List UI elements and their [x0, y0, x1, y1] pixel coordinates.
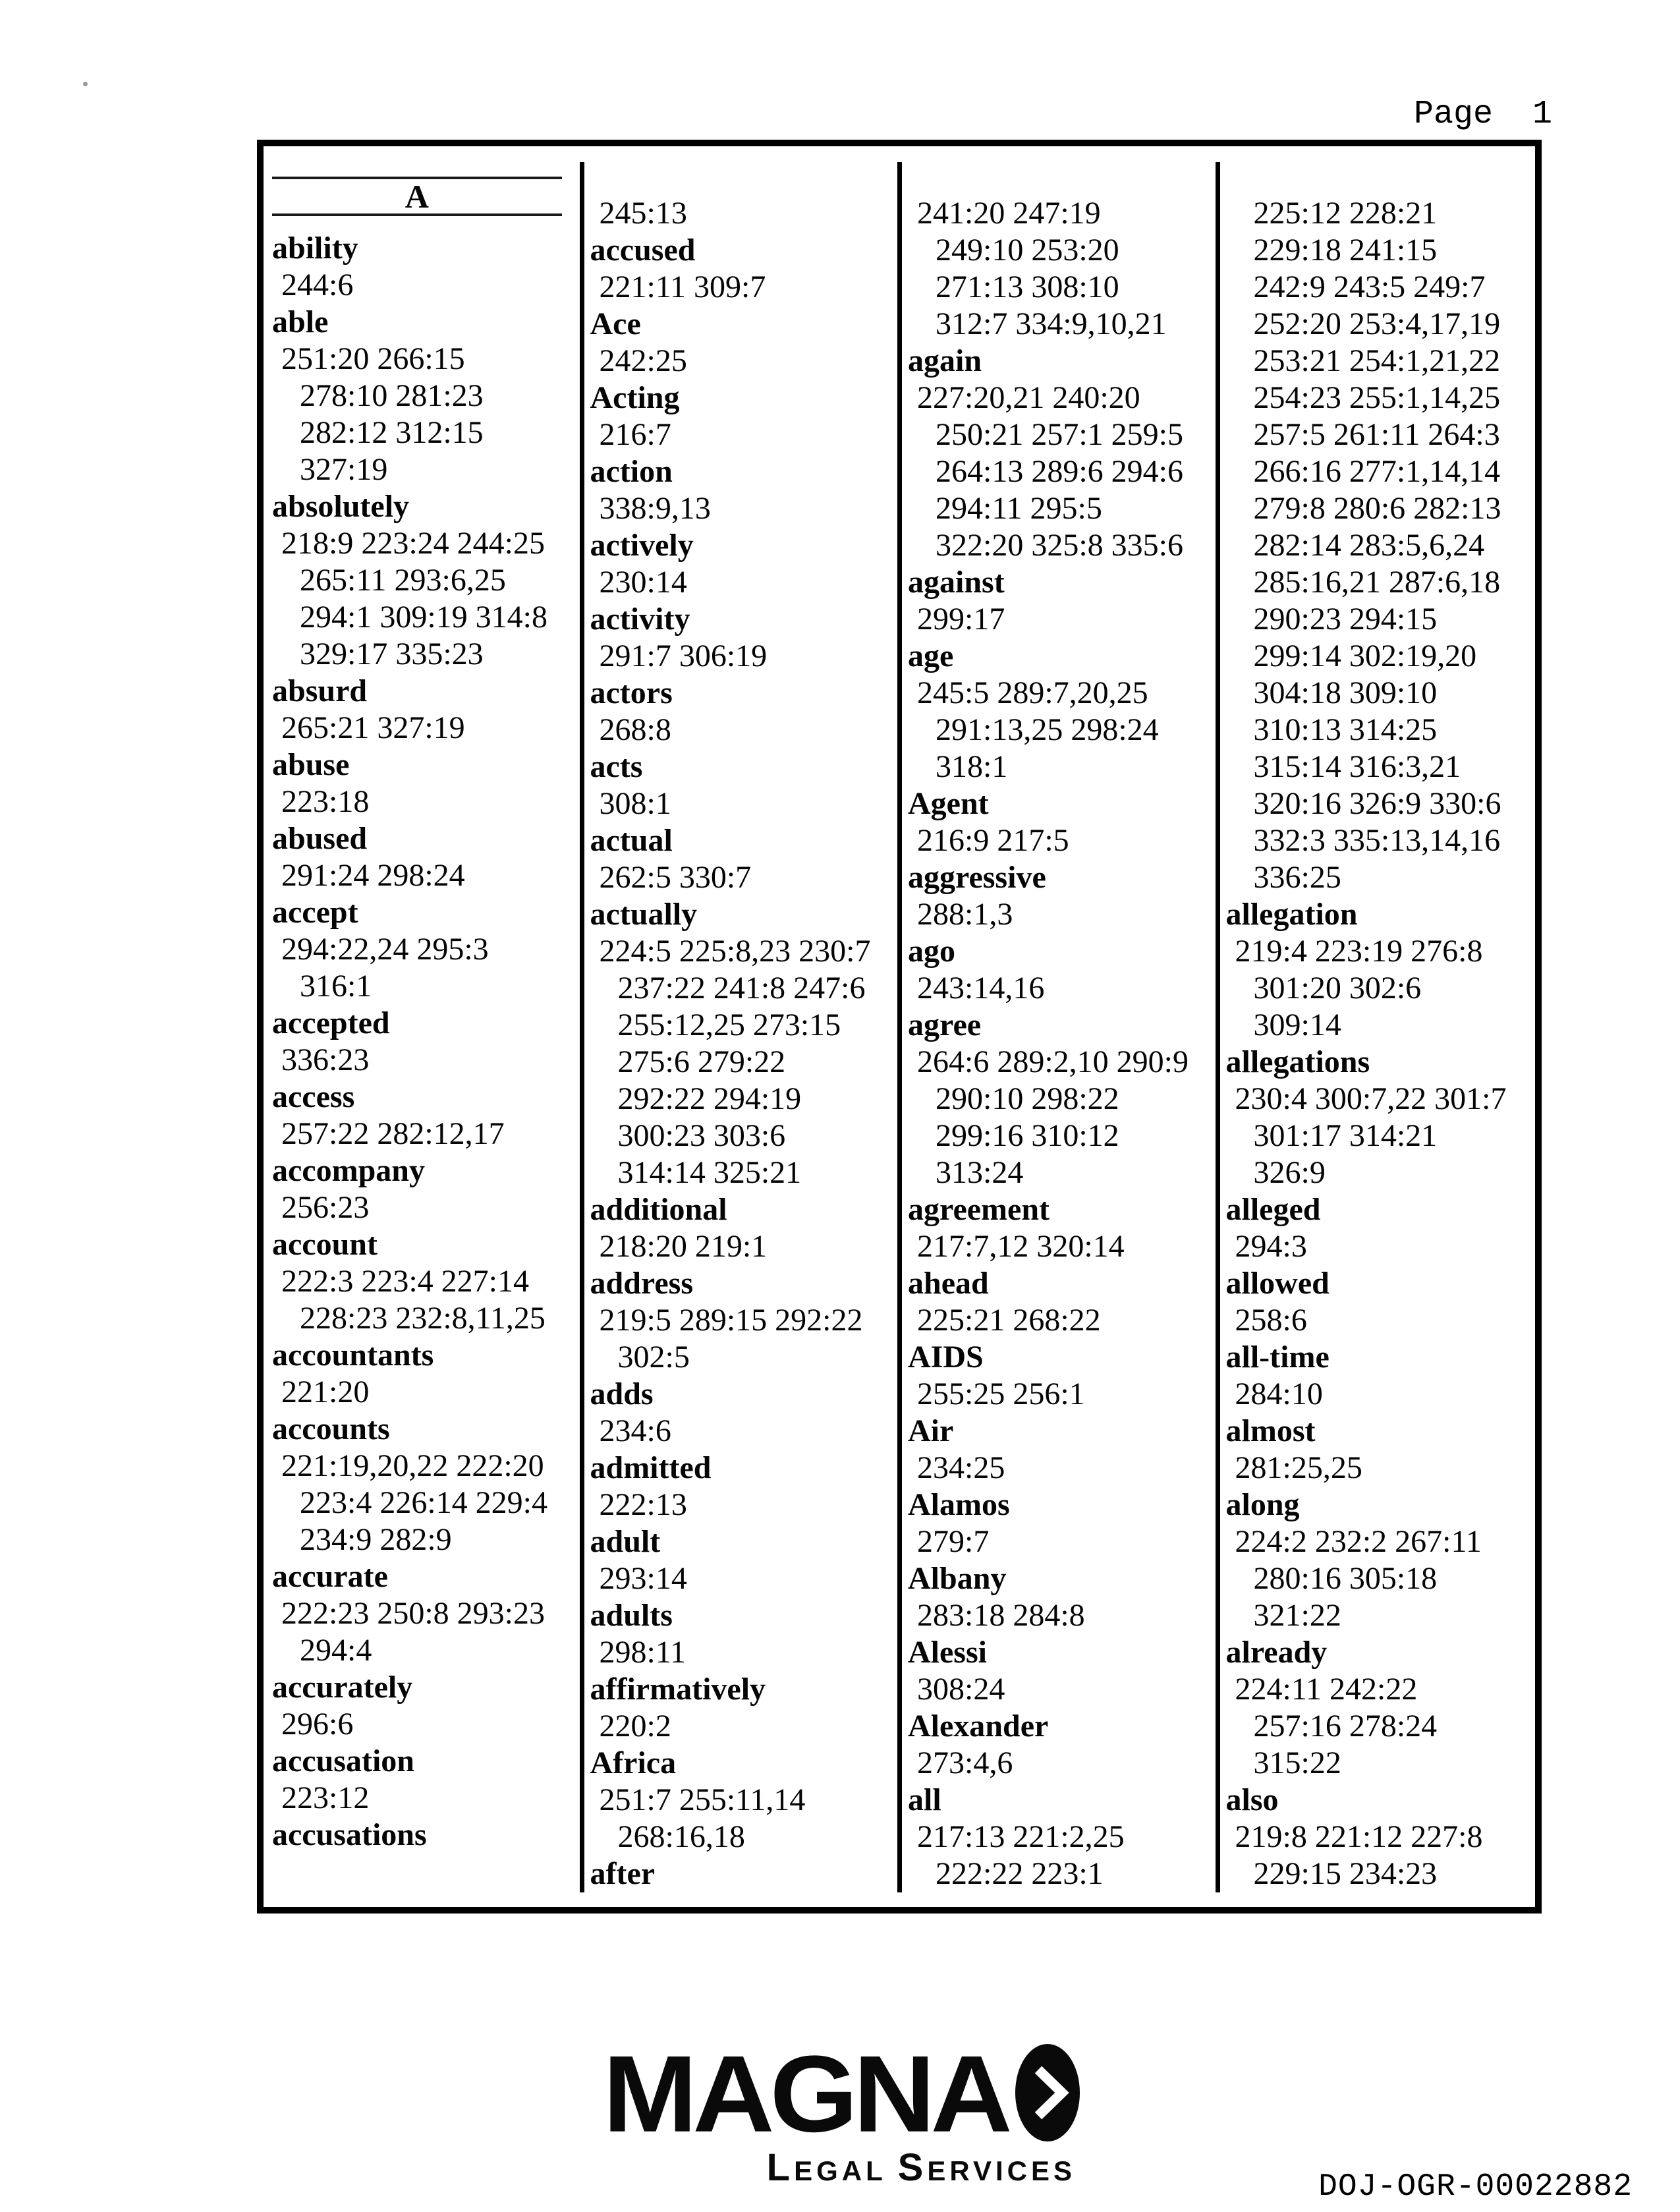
index-word: Africa [590, 1745, 677, 1780]
index-page-line-refs: 292:22 294:19 [617, 1081, 802, 1116]
index-page-line-refs: 251:20 266:15 [281, 341, 465, 376]
index-page-line-refs: 228:23 232:8,11,25 [300, 1301, 546, 1336]
index-page-line-refs: 304:18 309:10 [1253, 675, 1438, 710]
column-divider-2 [897, 162, 902, 1892]
index-page-line-refs: 308:24 [917, 1672, 1005, 1707]
index-word: adults [590, 1598, 673, 1633]
index-column-2 [582, 195, 900, 1907]
index-word: all-time [1225, 1340, 1330, 1375]
index-page-line-refs: 290:10 298:22 [936, 1081, 1119, 1116]
index-word: activity [590, 602, 690, 637]
index-page-line-refs: 225:12 228:21 [1253, 196, 1438, 231]
index-page-line-refs: 299:17 [917, 602, 1005, 637]
index-page-line-refs: 278:10 281:23 [300, 378, 484, 413]
index-page-line-refs: 308:1 [599, 786, 671, 821]
index-page-line-refs: 291:7 306:19 [599, 638, 768, 673]
index-page-line-refs: 309:14 [1253, 1007, 1341, 1042]
index-page-line-refs: 222:3 223:4 227:14 [281, 1264, 530, 1299]
index-page-line-refs: 318:1 [936, 749, 1008, 784]
index-page-line-refs: 266:16 277:1,14,14 [1253, 454, 1501, 489]
index-word: additional [590, 1192, 727, 1227]
index-word: accused [590, 233, 696, 268]
index-column-3 [899, 195, 1218, 1907]
index-page-line-refs: 282:14 283:5,6,24 [1253, 528, 1485, 563]
index-word: absurd [272, 673, 368, 708]
index-word: admitted [590, 1450, 712, 1485]
index-page-line-refs: 281:25,25 [1235, 1450, 1362, 1485]
index-page-line-refs: 296:6 [281, 1707, 354, 1742]
scan-artifact-dot [83, 82, 88, 86]
index-word: adult [590, 1524, 661, 1559]
index-word: affirmatively [590, 1672, 766, 1707]
index-page-line-refs: 256:23 [281, 1190, 370, 1225]
index-page-line-refs: 299:14 302:19,20 [1253, 638, 1477, 673]
bates-number: DOJ-OGR-00022882 [1318, 2169, 1633, 2205]
index-page-line-refs: 291:13,25 298:24 [936, 712, 1159, 747]
section-letter-header: A [272, 177, 562, 216]
index-page-line-refs: 222:13 [599, 1487, 687, 1522]
index-page-line-refs: 218:9 223:24 244:25 [281, 526, 546, 561]
index-page-line-refs: 219:5 289:15 292:22 [599, 1303, 863, 1338]
chevron-right-icon [1015, 2043, 1080, 2145]
index-word: accepted [272, 1006, 390, 1040]
index-page-line-refs: 282:12 312:15 [300, 415, 484, 450]
index-page-line-refs: 250:21 257:1 259:5 [936, 417, 1184, 452]
index-page-line-refs: 252:20 253:4,17,19 [1253, 306, 1501, 341]
index-page-line-refs: 254:23 255:1,14,25 [1253, 380, 1501, 415]
index-word: almost [1225, 1413, 1316, 1448]
index-page-line-refs: 315:14 316:3,21 [1253, 749, 1461, 784]
index-page-line-refs: 329:17 335:23 [300, 637, 484, 671]
index-page-line-refs: 222:22 223:1 [936, 1856, 1104, 1891]
index-column-1 [264, 178, 582, 1907]
index-word: Albany [908, 1561, 1007, 1596]
index-word: already [1225, 1635, 1328, 1670]
index-page-line-refs: 302:5 [617, 1340, 690, 1375]
index-word: address [590, 1266, 693, 1301]
index-page-line-refs: 275:6 279:22 [617, 1044, 786, 1079]
index-word: actors [590, 675, 673, 710]
index-page-line-refs: 225:21 268:22 [917, 1303, 1101, 1338]
index-page-line-refs: 265:21 327:19 [281, 710, 465, 745]
index-page-line-refs: 219:4 223:19 276:8 [1235, 934, 1483, 969]
index-page-line-refs: 320:16 326:9 330:6 [1253, 786, 1501, 821]
magna-logo-row [603, 2033, 1077, 2155]
index-page-line-refs: 315:22 [1253, 1745, 1341, 1780]
index-page-line-refs: 224:5 225:8,23 230:7 [599, 934, 871, 969]
index-page-line-refs: 216:7 [599, 417, 671, 452]
index-page-line-refs: 336:23 [281, 1042, 370, 1077]
index-page-line-refs: 310:13 314:25 [1253, 712, 1438, 747]
index-word: aggressive [908, 860, 1046, 895]
index-page-line-refs: 313:24 [936, 1155, 1024, 1190]
index-word: allegation [1225, 897, 1358, 932]
index-word: Alamos [908, 1487, 1010, 1522]
index-word: access [272, 1079, 355, 1114]
index-page-line-refs: 293:14 [599, 1561, 687, 1596]
index-page-line-refs: 223:12 [281, 1780, 370, 1815]
index-word: also [1225, 1782, 1279, 1817]
index-page-line-refs: 234:25 [917, 1450, 1005, 1485]
index-word: actively [590, 528, 694, 563]
index-word: allegations [1225, 1044, 1370, 1079]
index-page-line-refs: 220:2 [599, 1709, 671, 1744]
index-page-line-refs: 299:16 310:12 [936, 1118, 1119, 1153]
index-word: ago [908, 934, 955, 969]
index-page-line-refs: 237:22 241:8 247:6 [617, 971, 866, 1006]
index-page-line-refs: 221:11 309:7 [599, 269, 766, 304]
index-page-line-refs: 271:13 308:10 [936, 269, 1119, 304]
index-word: accurately [272, 1670, 413, 1705]
index-page-line-refs: 294:4 [300, 1633, 372, 1668]
index-page-line-refs: 255:12,25 273:15 [617, 1007, 841, 1042]
index-page-line-refs: 300:23 303:6 [617, 1118, 786, 1153]
index-page-line-refs: 262:5 330:7 [599, 860, 752, 895]
index-page-line-refs: 279:8 280:6 282:13 [1253, 491, 1501, 526]
index-page-line-refs: 257:5 261:11 264:3 [1253, 417, 1500, 452]
index-page-line-refs: 316:1 [300, 969, 372, 1004]
index-page-line-refs: 218:20 219:1 [599, 1229, 768, 1264]
index-page-line-refs: 298:11 [599, 1635, 686, 1670]
index-page-line-refs: 257:16 278:24 [1253, 1709, 1438, 1744]
index-page-line-refs: 288:1,3 [917, 897, 1013, 932]
index-word: accountants [272, 1338, 434, 1373]
index-word: all [908, 1782, 941, 1817]
index-word: AIDS [908, 1340, 984, 1375]
index-word: again [908, 343, 982, 378]
index-word: along [1225, 1487, 1300, 1522]
index-word: accounts [272, 1411, 390, 1446]
index-page-line-refs: 265:11 293:6,25 [300, 563, 506, 598]
index-page-line-refs: 332:3 335:13,14,16 [1253, 823, 1501, 858]
index-page-line-refs: 217:7,12 320:14 [917, 1229, 1125, 1264]
index-page-line-refs: 301:20 302:6 [1253, 971, 1422, 1006]
index-page-line-refs: 224:2 232:2 267:11 [1235, 1524, 1482, 1559]
index-word: Ace [590, 306, 641, 341]
index-word: allowed [1225, 1266, 1330, 1301]
index-word: alleged [1225, 1192, 1321, 1227]
index-page-line-refs: 245:5 289:7,20,25 [917, 675, 1148, 710]
index-word: able [272, 304, 329, 339]
index-page-line-refs: 229:15 234:23 [1253, 1856, 1438, 1891]
index-word: accurate [272, 1559, 388, 1594]
index-page-line-refs: 258:6 [1235, 1303, 1307, 1338]
magna-wordmark: MAGNA [603, 2033, 1008, 2155]
index-page-line-refs: 243:14,16 [917, 971, 1045, 1006]
index-page-line-refs: 327:19 [300, 452, 388, 487]
index-page-line-refs: 234:9 282:9 [300, 1522, 452, 1557]
index-page-line-refs: 279:7 [917, 1524, 990, 1559]
index-page-line-refs: 312:7 334:9,10,21 [936, 306, 1167, 341]
index-page-line-refs: 244:6 [281, 268, 354, 302]
index-word: accusation [272, 1744, 414, 1778]
index-page-line-refs: 280:16 305:18 [1253, 1561, 1438, 1596]
index-page-line-refs: 251:7 255:11,14 [599, 1782, 806, 1817]
index-page-line-refs: 284:10 [1235, 1376, 1323, 1411]
index-page-line-refs: 264:13 289:6 294:6 [936, 454, 1184, 489]
index-page-line-refs: 221:19,20,22 222:20 [281, 1448, 544, 1483]
index-page-line-refs: 249:10 253:20 [936, 233, 1119, 268]
index-page-line-refs: 224:11 242:22 [1235, 1672, 1418, 1707]
index-page-line-refs: 230:14 [599, 565, 687, 600]
index-word: after [590, 1856, 656, 1891]
index-word: accompany [272, 1153, 425, 1188]
index-word: account [272, 1227, 378, 1262]
index-word: agreement [908, 1192, 1050, 1227]
index-page-line-refs: 264:6 289:2,10 290:9 [917, 1044, 1189, 1079]
index-word: Agent [908, 786, 989, 821]
index-page-line-refs: 230:4 300:7,22 301:7 [1235, 1081, 1507, 1116]
index-page-line-refs: 301:17 314:21 [1253, 1118, 1438, 1153]
index-page-line-refs: 253:21 254:1,21,22 [1253, 343, 1501, 378]
index-page-line-refs: 245:13 [599, 196, 687, 231]
index-word: action [590, 454, 673, 489]
column-divider-1 [580, 162, 584, 1892]
index-word: agree [908, 1007, 982, 1042]
index-page-line-refs: 257:22 282:12,17 [281, 1116, 505, 1151]
index-page-line-refs: 268:16,18 [617, 1819, 745, 1854]
index-page-line-refs: 294:1 309:19 314:8 [300, 600, 548, 635]
index-page-line-refs: 294:22,24 295:3 [281, 932, 489, 967]
index-page-line-refs: 221:20 [281, 1375, 370, 1409]
page-number-label: Page 1 [1414, 96, 1553, 133]
index-page-line-refs: 326:9 [1253, 1155, 1326, 1190]
index-page-line-refs: 294:11 295:5 [936, 491, 1102, 526]
index-word: Alexander [908, 1709, 1049, 1744]
index-page-line-refs: 217:13 221:2,25 [917, 1819, 1125, 1854]
index-page-line-refs: 242:9 243:5 249:7 [1253, 269, 1486, 304]
index-page-line-refs: 229:18 241:15 [1253, 233, 1438, 268]
index-word: age [908, 638, 954, 673]
magna-tagline: LEGAL SERVICES [766, 2146, 1076, 2189]
index-word: acts [590, 749, 643, 784]
index-page-line-refs: 222:23 250:8 293:23 [281, 1596, 546, 1631]
index-word: abuse [272, 747, 350, 782]
index-word: accusations [272, 1817, 427, 1852]
index-page-line-refs: 314:14 325:21 [617, 1155, 802, 1190]
index-page-line-refs: 283:18 284:8 [917, 1598, 1085, 1633]
index-page-line-refs: 322:20 325:8 335:6 [936, 528, 1184, 563]
index-page-line-refs: 234:6 [599, 1413, 671, 1448]
index-word: Alessi [908, 1635, 987, 1670]
index-page-line-refs: 291:24 298:24 [281, 858, 465, 893]
index-word: actually [590, 897, 698, 932]
index-word: accept [272, 895, 358, 930]
index-page-line-refs: 338:9,13 [599, 491, 711, 526]
index-page-line-refs: 321:22 [1253, 1598, 1341, 1633]
index-word: Air [908, 1413, 954, 1448]
index-page-line-refs: 290:23 294:15 [1253, 602, 1438, 637]
index-page-line-refs: 285:16,21 287:6,18 [1253, 565, 1501, 600]
index-word: ability [272, 231, 358, 266]
index-page-line-refs: 242:25 [599, 343, 687, 378]
index-page-line-refs: 241:20 247:19 [917, 196, 1101, 231]
magna-logo [603, 2033, 1077, 2190]
index-word: actual [590, 823, 673, 858]
index-word: absolutely [272, 489, 410, 524]
index-page-line-refs: 223:4 226:14 229:4 [300, 1485, 548, 1520]
index-word: ahead [908, 1266, 989, 1301]
index-page-line-refs: 216:9 217:5 [917, 823, 1069, 858]
index-word: abused [272, 821, 368, 856]
index-word: Acting [590, 380, 680, 415]
index-page-line-refs: 255:25 256:1 [917, 1376, 1085, 1411]
index-page-line-refs: 336:25 [1253, 860, 1341, 895]
index-column-4 [1218, 195, 1536, 1907]
index-word: against [908, 565, 1005, 600]
index-word: adds [590, 1376, 654, 1411]
word-index-table [257, 140, 1542, 1914]
index-page-line-refs: 273:4,6 [917, 1745, 1013, 1780]
index-page-line-refs: 294:3 [1235, 1229, 1307, 1264]
index-page-line-refs: 268:8 [599, 712, 671, 747]
index-page-line-refs: 227:20,21 240:20 [917, 380, 1140, 415]
column-divider-3 [1216, 162, 1220, 1892]
index-page-line-refs: 223:18 [281, 784, 370, 819]
index-page-line-refs: 219:8 221:12 227:8 [1235, 1819, 1483, 1854]
